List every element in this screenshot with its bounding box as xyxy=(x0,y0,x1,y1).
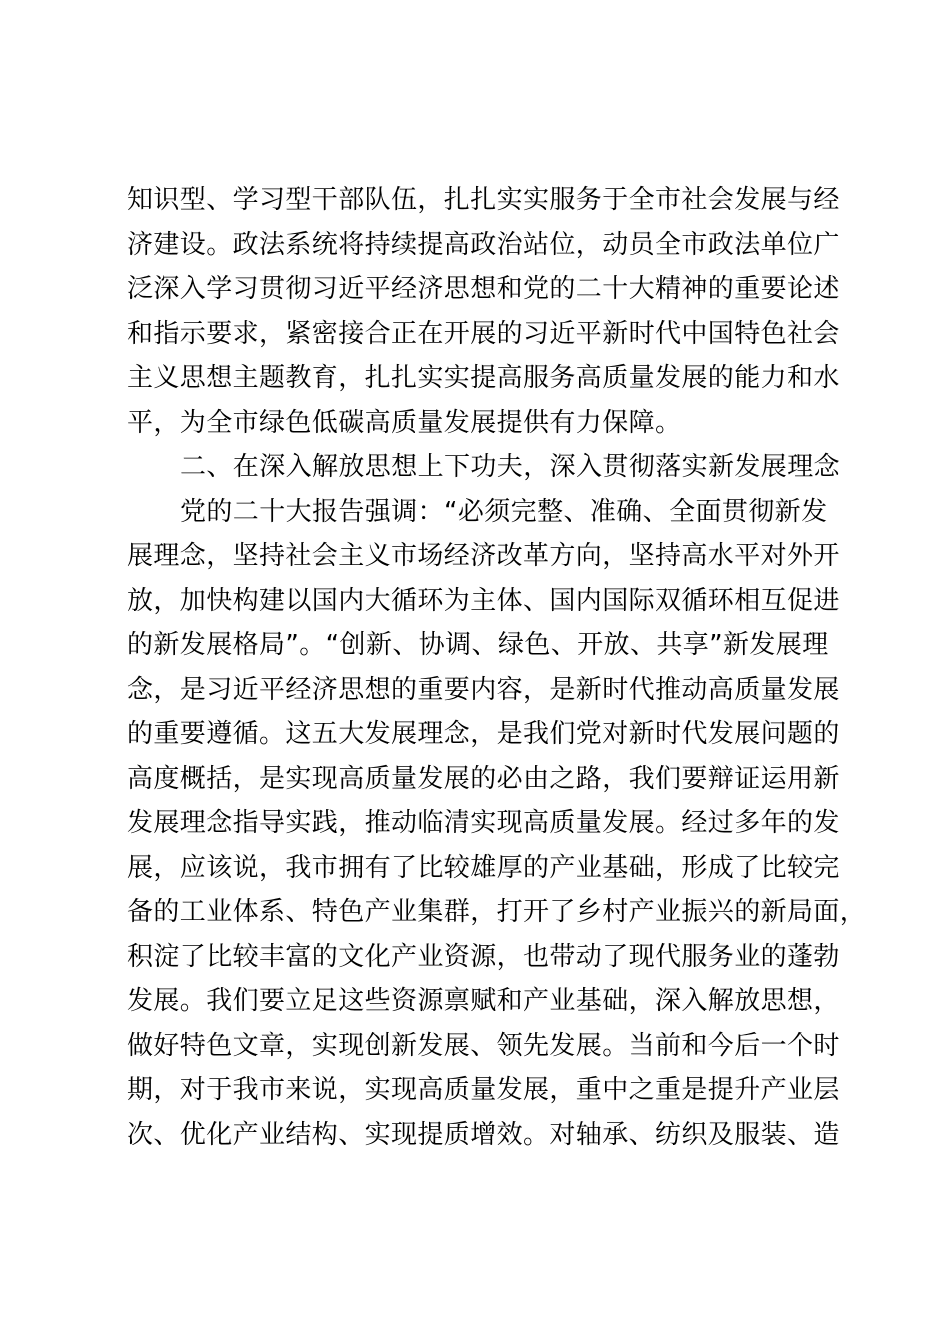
text-line: 发展。我们要立足这些资源禀赋和产业基础，深入解放思想， xyxy=(127,986,840,1016)
text-line: 期，对于我市来说，实现高质量发展，重中之重是提升产业层 xyxy=(127,1075,840,1105)
text-line: 发展理念指导实践，推动临清实现高质量发展。经过多年的发 xyxy=(127,808,840,838)
text-line: 济建设。政法系统将持续提高政治站位，动员全市政法单位广 xyxy=(127,229,840,260)
text-line: 做好特色文章，实现创新发展、领先发展。当前和今后一个时 xyxy=(127,1030,840,1061)
text-line: 积淀了比较丰富的文化产业资源，也带动了现代服务业的蓬勃 xyxy=(127,941,840,972)
paragraph-2 xyxy=(127,490,867,1158)
text-line: 主义思想主题教育，扎扎实实提高服务高质量发展的能力和水 xyxy=(127,363,840,393)
text-line: 的新发展格局”。“创新、协调、绿色、开放、共享”新发展理 xyxy=(127,630,829,660)
text-line: 念，是习近平经济思想的重要内容，是新时代推动高质量发展 xyxy=(127,674,840,705)
text-line: 知识型、学习型干部队伍，扎扎实实服务于全市社会发展与经 xyxy=(127,185,840,215)
text-line: 的重要遵循。这五大发展理念，是我们党对新时代发展问题的 xyxy=(127,719,840,749)
section-heading: 二、在深入解放思想上下功夫，深入贯彻落实新发展理念 xyxy=(180,452,841,482)
text-line: 展，应该说，我市拥有了比较雄厚的产业基础，形成了比较完 xyxy=(127,852,840,883)
text-line: 次、优化产业结构、实现提质增效。对轴承、纺织及服装、造 xyxy=(127,1119,840,1150)
text-line: 和指示要求，紧密接合正在开展的习近平新时代中国特色社会 xyxy=(127,318,840,349)
text-line: 备的工业体系、特色产业集群，打开了乡村产业振兴的新局面， xyxy=(127,897,867,927)
paragraph-1 xyxy=(127,178,840,445)
text-line: 党的二十大报告强调：“必须完整、准确、全面贯彻新发 xyxy=(180,496,828,527)
text-line: 高度概括，是实现高质量发展的必由之路，我们要辩证运用新 xyxy=(127,763,840,794)
text-line: 放，加快构建以国内大循环为主体、国内国际双循环相互促进 xyxy=(127,585,840,616)
text-line: 展理念，坚持社会主义市场经济改革方向，坚持高水平对外开 xyxy=(127,541,840,571)
text-line: 平，为全市绿色低碳高质量发展提供有力保障。 xyxy=(127,407,682,438)
text-line: 泛深入学习贯彻习近平经济思想和党的二十大精神的重要论述 xyxy=(127,274,840,304)
body-text xyxy=(127,178,867,1157)
